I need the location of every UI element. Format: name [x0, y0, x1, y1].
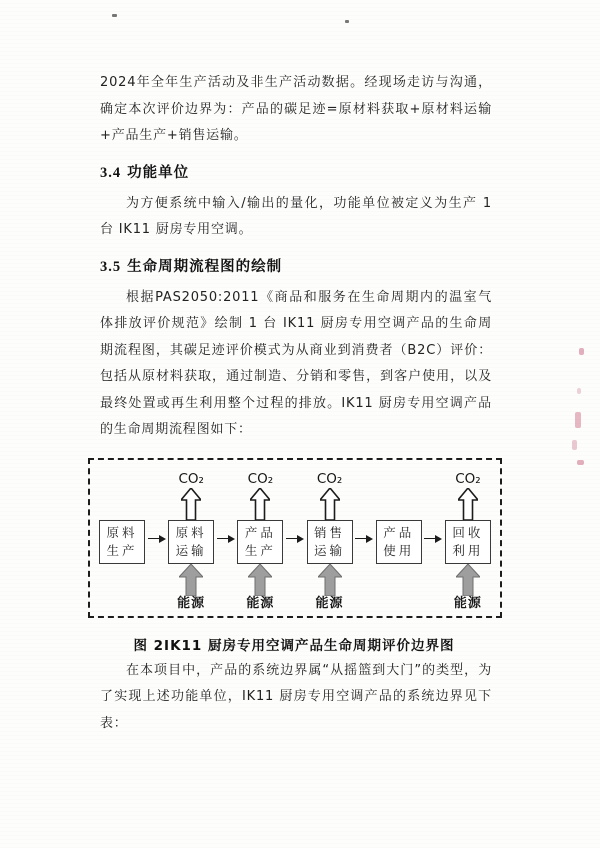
flow-stage-product-use: [374, 468, 424, 614]
ink-bleed-mark: [577, 460, 584, 465]
co2-label: CO₂: [247, 470, 274, 487]
intro-paragraph: 2024年全年生产活动及非生产活动数据。经现场走访与沟通，确定本次评价边界为：产品的碳足迹=原材料获取+原材料运输+产品生产+销售运输。: [100, 75, 492, 143]
section-number: 3.4: [100, 164, 122, 181]
stage-label: 运输: [175, 542, 207, 558]
flow-arrow-right-icon: [286, 535, 304, 543]
co2-up-arrow-icon: [250, 488, 270, 520]
flow-arrow-right-icon: [217, 535, 235, 543]
section-title: 生命周期流程图的绘制: [127, 258, 283, 275]
ink-bleed-mark: [579, 348, 584, 355]
co2-label: CO₂: [178, 470, 204, 487]
stage-box: [307, 520, 353, 564]
flow-arrow-right-icon: [148, 535, 166, 543]
energy-label: 能源: [315, 595, 344, 611]
energy-zone: [454, 564, 482, 614]
section-title: 功能单位: [127, 164, 190, 181]
figure-caption: 图 2IK11 厨房专用空调产品生命周期评价边界图: [133, 637, 455, 654]
energy-zone: [246, 564, 274, 614]
energy-up-arrow-icon: [179, 564, 203, 596]
co2-zone: [317, 468, 342, 520]
co2-zone: [248, 468, 273, 520]
stage-label: 产品: [244, 524, 276, 540]
section-number: 3.5: [100, 258, 122, 275]
ink-bleed-mark: [577, 388, 581, 394]
energy-up-arrow-icon: [456, 564, 480, 596]
section-3-5-heading: [100, 255, 492, 276]
section-3-4-heading: [100, 161, 492, 182]
stage-label: 生产: [244, 542, 276, 558]
energy-zone: [316, 564, 344, 614]
flow-stage-recycling: [443, 468, 493, 614]
co2-zone: [178, 468, 203, 520]
energy-label: 能源: [246, 595, 275, 611]
flow-arrow-right-icon: [424, 535, 442, 543]
ink-bleed-mark: [572, 440, 577, 450]
energy-up-arrow-icon: [318, 564, 342, 596]
energy-up-arrow-icon: [248, 564, 272, 596]
stage-label: 原料: [175, 524, 207, 540]
co2-up-arrow-icon: [181, 488, 201, 520]
flow-stage-product-production: [235, 468, 285, 614]
stage-label: 生产: [106, 542, 138, 558]
scan-speck: [112, 14, 117, 17]
co2-label: CO₂: [316, 470, 343, 487]
stage-box: [237, 520, 283, 564]
stage-label: 回收: [452, 524, 484, 540]
flow-stage-sales-transport: [305, 468, 355, 614]
stage-label: 利用: [452, 542, 484, 558]
stage-box: [99, 520, 145, 564]
flow-stage-raw-material-transport: [166, 468, 216, 614]
energy-label: 能源: [177, 595, 206, 611]
document-content: [100, 70, 492, 737]
stage-box: [168, 520, 214, 564]
flow-arrow-right-icon: [355, 535, 373, 543]
co2-label: CO₂: [455, 470, 481, 487]
stage-label: 使用: [383, 542, 415, 558]
stage-box: [376, 520, 422, 564]
stage-label: 产品: [383, 524, 415, 540]
stage-box: [445, 520, 491, 564]
ink-bleed-mark: [575, 412, 581, 428]
lifecycle-flow-diagram: [88, 458, 502, 618]
co2-up-arrow-icon: [320, 488, 340, 520]
stage-label: 销售: [314, 524, 346, 540]
energy-zone: [177, 564, 205, 614]
scan-speck: [345, 20, 349, 23]
stage-label: 运输: [314, 542, 346, 558]
section-3-4-paragraph: 为方便系统中输入/输出的量化，功能单位被定义为生产 1 台 IK11 厨房专用空调。: [100, 195, 492, 237]
stage-label: 原料: [106, 524, 138, 540]
energy-label: 能源: [453, 595, 482, 611]
section-3-5-paragraph: 根据PAS2050:2011《商品和服务在生命周期内的温室气体排放评价规范》绘制 1 台 IK11 厨房专用空调产品的生命周期流程图，其碳足迹评价模式为从商业到消费者（B2C）评价：包括从原材料获取，通过制造、分销和零售，到客户使用，以及最终处置或再生利用整个过程的排放。IK11 厨房专用空调产品的生命周期流程图如下：: [100, 289, 492, 437]
closing-paragraph: 在本项目中，产品的系统边界属“从摇篮到大门”的类型，为了实现上述功能单位，IK11 厨房专用空调产品的系统边界见下表：: [100, 662, 492, 731]
co2-up-arrow-icon: [458, 488, 478, 520]
co2-zone: [455, 468, 480, 520]
flow-stage-raw-material-production: [97, 468, 147, 614]
